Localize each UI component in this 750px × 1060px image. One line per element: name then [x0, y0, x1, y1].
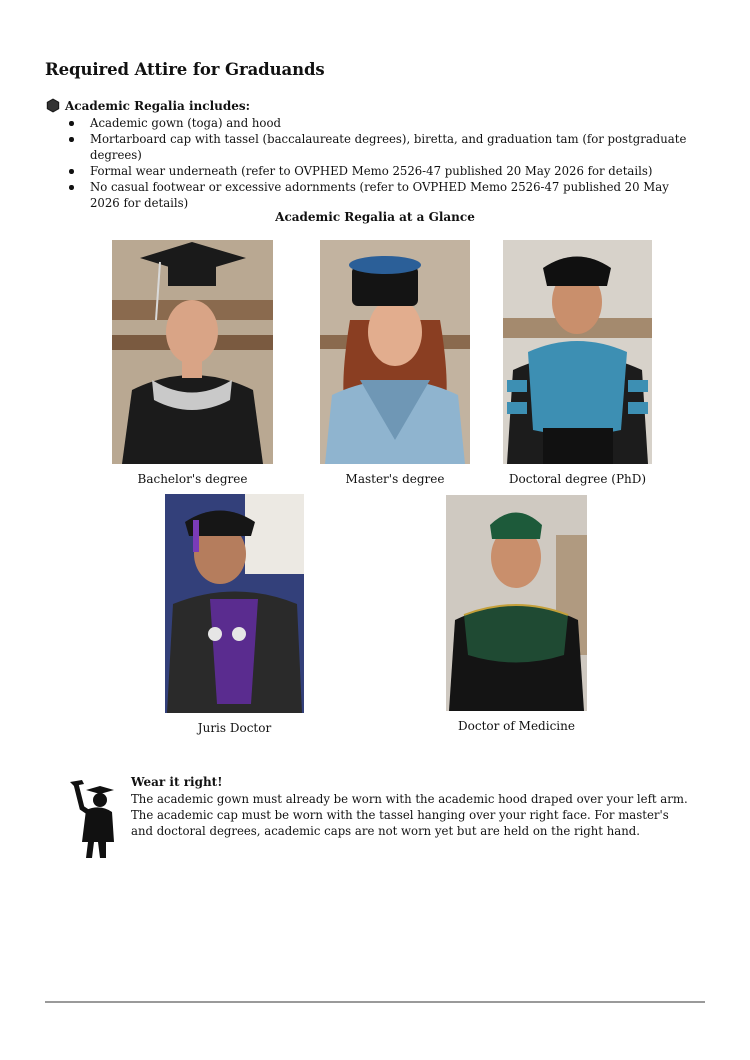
caption-phd: Doctoral degree (PhD) [508, 472, 647, 486]
regalia-list [90, 115, 690, 211]
tip-title: Wear it right! [131, 775, 223, 789]
hexagon-icon [46, 98, 60, 113]
regalia-item: Mortarboard cap with tassel (baccalaureate degrees), biretta, and graduation tam (for postgraduate degrees) [90, 131, 690, 163]
regalia-item: Formal wear underneath (refer to OVPHED Memo 2526-47 published 20 May 2026 for details) [90, 163, 690, 179]
juris-doctor-photo [165, 494, 304, 713]
medicine-photo [446, 495, 587, 711]
graduate-illustration [112, 240, 273, 464]
tip-body: The academic gown must already be worn with the academic hood draped over your left arm. The academic cap must be worn with the tassel hanging over your right face. For master's and doctoral degrees, academic caps are not worn yet but are held on the right hand. [131, 792, 688, 838]
regalia-heading [46, 98, 250, 113]
bachelor-photo [112, 240, 273, 464]
caption-juris-doctor: Juris Doctor [197, 721, 272, 735]
graduate-illustration [503, 240, 652, 464]
master-photo [320, 240, 470, 464]
page-title: Required Attire for Graduands [45, 60, 325, 79]
phd-photo [503, 240, 652, 464]
graduate-illustration [165, 494, 304, 713]
regalia-item: No casual footwear or excessive adornments (refer to OVPHED Memo 2526-47 published 20 May 2026 for details) [90, 179, 690, 211]
footer-divider [45, 1001, 705, 1003]
regalia-heading-text: Academic Regalia includes: [65, 98, 251, 113]
graduate-icon [68, 778, 118, 860]
graduate-illustration [320, 240, 470, 464]
glance-title: Academic Regalia at a Glance [275, 210, 475, 224]
caption-medicine: Doctor of Medicine [458, 719, 575, 733]
regalia-item: Academic gown (toga) and hood [90, 115, 690, 131]
caption-bachelor: Bachelor's degree [137, 472, 248, 486]
caption-master: Master's degree [345, 472, 445, 486]
graduate-illustration [446, 495, 587, 711]
